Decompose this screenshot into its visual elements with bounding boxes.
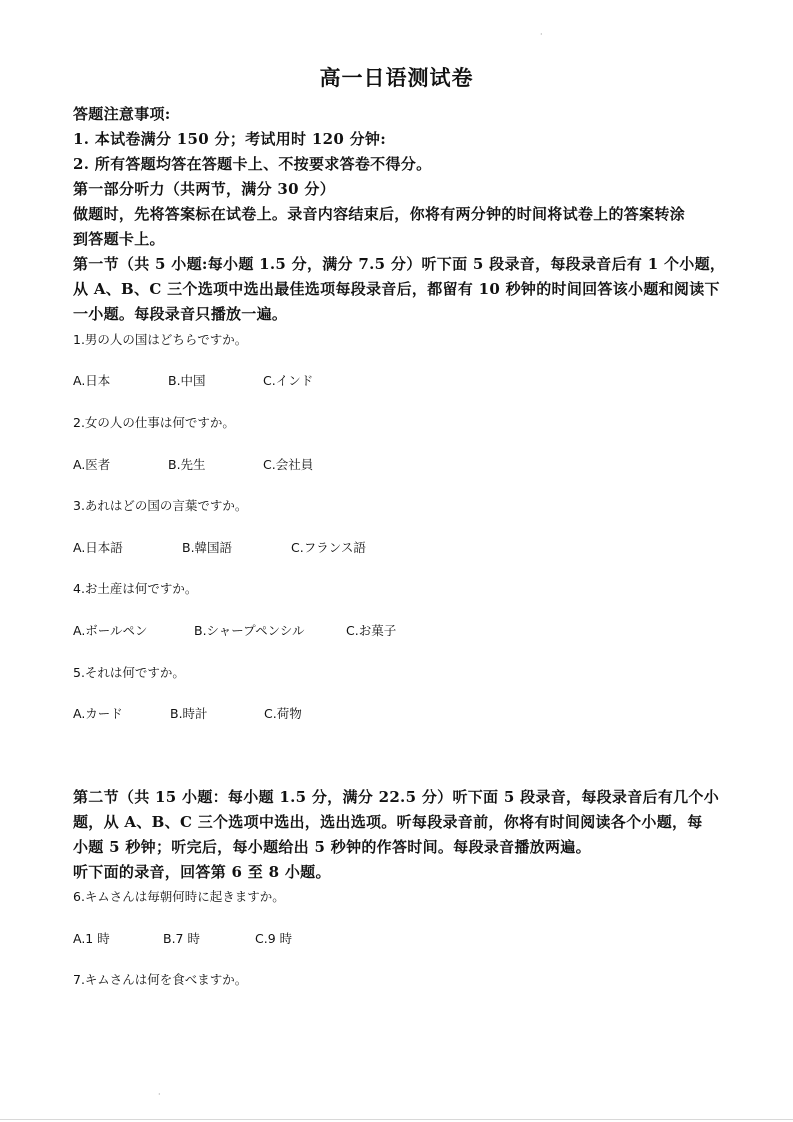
question-1-option-c: C.インド (263, 373, 314, 388)
scan-dot: · (158, 1090, 161, 1099)
question-6-option-a: A.1 時 (73, 931, 110, 946)
notes-heading: 答题注意事项: (73, 105, 171, 123)
question-5: 5.それは何ですか。 (73, 665, 185, 680)
section2-line-3: 小题 5 秒钟；听完后，每小题给出 5 秒钟的作答时间。每段录音播放两遍。 (73, 838, 591, 856)
question-1-option-b: B.中国 (168, 373, 206, 388)
notes-item-2: 2. 所有答题均答在答题卡上、不按要求答卷不得分。 (73, 155, 432, 173)
question-3: 3.あれはどの国の言葉ですか。 (73, 498, 248, 513)
question-3-option-a: A.日本語 (73, 540, 123, 555)
question-2-option-c: C.会社員 (263, 457, 314, 472)
question-5-option-c: C.荷物 (264, 706, 302, 721)
section1-line-3: 一小题。每段录音只播放一遍。 (73, 305, 288, 323)
question-3-option-c: C.フランス語 (291, 540, 366, 555)
notes-item-1: 1. 本试卷满分 150 分；考试用时 120 分钟: (73, 130, 387, 148)
question-2: 2.女の人の仕事は何ですか。 (73, 415, 235, 430)
question-6-option-b: B.7 時 (163, 931, 200, 946)
part1-heading: 第一部分听力（共两节，满分 30 分） (73, 180, 336, 198)
question-5-option-b: B.時計 (170, 706, 208, 721)
question-5-option-a: A.カード (73, 706, 123, 721)
exam-title: 高一日语测试卷 (319, 65, 474, 90)
question-4: 4.お土産は何ですか。 (73, 581, 198, 596)
section2-line-2: 题，从 A、B、C 三个选项中选出，选出选项。听每段录音前，你将有时间阅读各个小题，每 (73, 813, 703, 831)
section2-line-4: 听下面的录音，回答第 6 至 8 小题。 (73, 863, 331, 881)
question-1: 1.男の人の国はどちらですか。 (73, 332, 248, 347)
question-2-option-a: A.医者 (73, 457, 111, 472)
question-4-option-c: C.お菓子 (346, 623, 397, 638)
section2-line-1: 第二节（共 15 小题：每小题 1.5 分，满分 22.5 分）听下面 5 段录音，每段录音后有几个小 (73, 788, 720, 806)
question-3-option-b: B.韓国語 (182, 540, 233, 555)
part1-instruction-line-1: 做题时，先将答案标在试卷上。录音内容结束后，你将有两分钟的时间将试卷上的答案转涂 (73, 205, 686, 223)
part1-instruction-line-2: 到答题卡上。 (73, 230, 165, 248)
question-7: 7.キムさんは何を食べますか。 (73, 972, 248, 987)
question-1-option-a: A.日本 (73, 373, 111, 388)
section1-line-2: 从 A、B、C 三个选项中选出最佳选项每段录音后，都留有 10 秒钟的时间回答该小题和阅读下 (73, 280, 720, 298)
question-6: 6.キムさんは毎朝何時に起きますか。 (73, 889, 285, 904)
question-2-option-b: B.先生 (168, 457, 206, 472)
question-6-option-c: C.9 時 (255, 931, 293, 946)
scan-dot: · (540, 30, 543, 39)
question-4-option-a: A.ボールペン (73, 623, 148, 638)
section1-line-1: 第一节（共 5 小题:每小题 1.5 分，满分 7.5 分）听下面 5 段录音，每段录音后有 1 个小题， (73, 255, 726, 273)
question-4-option-b: B.シャープペンシル (194, 623, 305, 638)
page-bottom-rule (0, 1119, 793, 1120)
